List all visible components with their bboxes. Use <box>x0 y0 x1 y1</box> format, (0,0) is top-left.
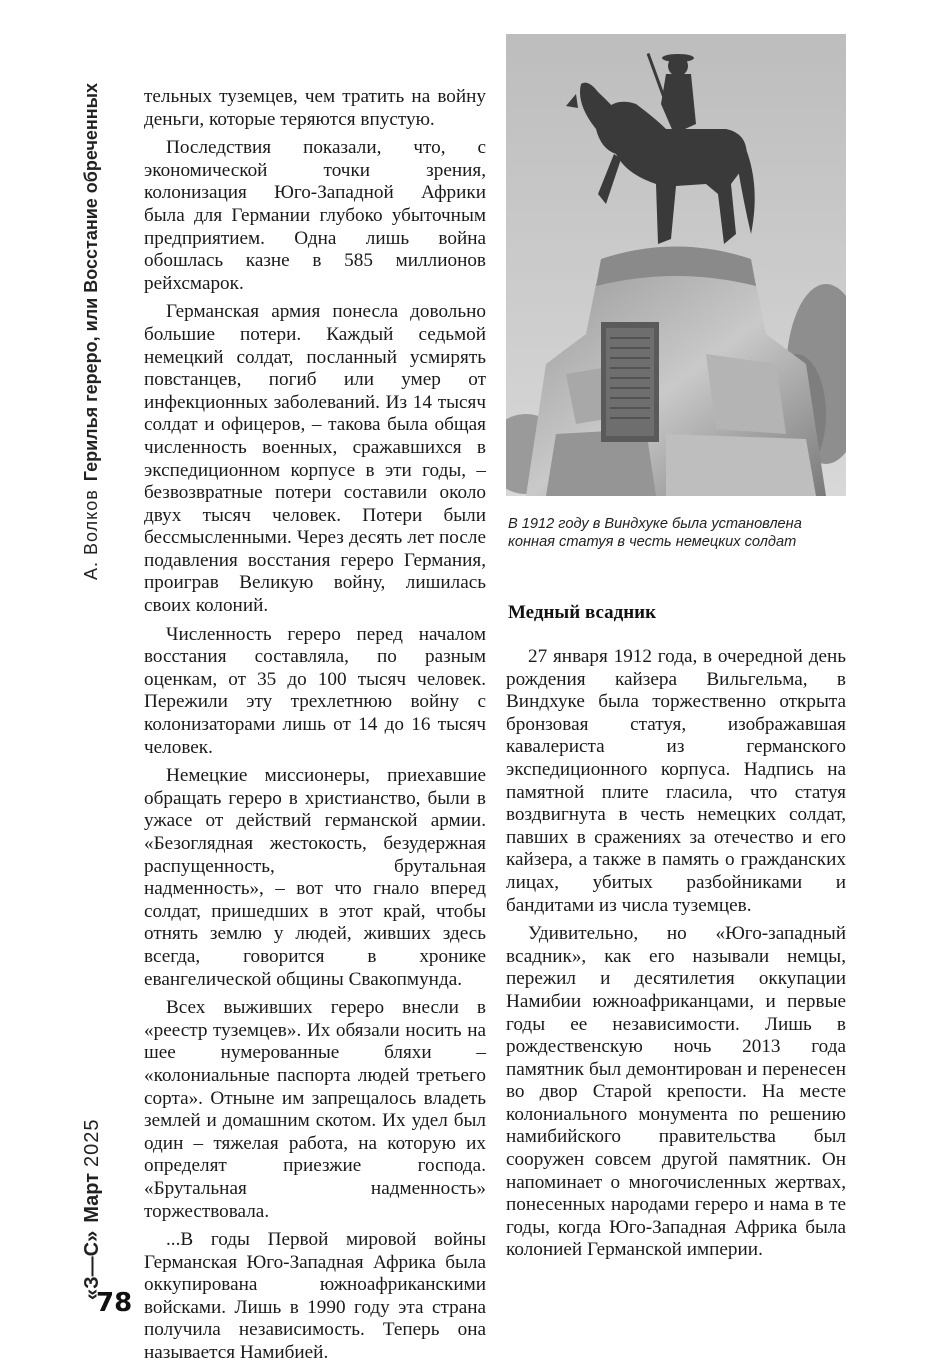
right-paragraph: Удивительно, но «Юго-западный всадник», как его называли немцы, пережил и десятилетия оккупации Намибии южноафриканцами, и первые годы ее независимости. Лишь в рождественскую ночь 2013 года памятник был демонтирован и перенесен во двор Старой крепости. На месте колониального монумента по решению намибийского правительства был сооружен совсем другой памятник. Он напоминает о многочисленных жертвах, понесенных народами гереро и нама в те годы, когда Юго-Западная Африка была колонией Германской империи. <box>506 923 846 1261</box>
statue-illustration <box>506 34 846 496</box>
left-paragraph: Германская армия понесла довольно большие потери. Каждый седьмой немецкий солдат, посланный усмирять повстанцев, погиб или умер от инфекционных заболеваний. Из 14 тысяч солдат и офицеров, – такова была общая численность военных, сражавшихся в экспедиционном корпусе в эти годы, – безвозвратные потери составили около двух тысяч человек. Потери были бессмысленными. Через десять лет после подавления восстания гереро Германия, проиграв Великую войну, лишилась своих колоний. <box>144 301 486 617</box>
page-number: 78 <box>96 1288 133 1318</box>
section-subheading: Медный всадник <box>508 602 657 623</box>
issue-month: Март <box>81 1173 103 1223</box>
left-paragraph: Немецкие миссионеры, приехавшие обращать гереро в христианство, были в ужасе от действий германской армии. «Безоглядная жестокость, безудержная распущенность, брутальная надменность», – вот что гнало вперед солдат, пришедших в этот край, чтобы отнять землю у людей, живших здесь всегда, говорится в хронике евангелической общины Свакопмунда. <box>144 765 486 990</box>
folio-head <box>72 1070 112 1300</box>
running-head-title: Герилья гереро, или Восстание обреченных <box>81 82 101 482</box>
right-paragraph: 27 января 1912 года, в очередной день рождения кайзера Вильгельма, в Виндхуке была торжественно открыта бронзовая статуя, изображавшая кавалериста из германского экспедиционного корпуса. Надпись на памятной плите гласила, что статуя воздвигнута в честь немецких солдат, павших в сражениях за отечество и его кайзера, а также в память о гражданских лицах, убитых разбойниками и бандитами из числа туземцев. <box>506 646 846 916</box>
right-column <box>506 646 846 1262</box>
issue-year: 2025 <box>81 1118 103 1167</box>
running-head <box>70 60 112 580</box>
left-paragraph: Всех выживших гереро внесли в «реестр туземцев». Их обязали носить на шее нумерованные бляхи – «колониальные паспорта людей третьего сорта». Отныне им запрещалось владеть землей и домашним скотом. Их удел был один – тяжелая работа, на которую их определят приезжие господа. «Брутальная надменность» торжествовала. <box>144 997 486 1222</box>
left-paragraph: ...В годы Первой мировой войны Германская Юго-Западная Африка была оккупирована южноафриканскими войсками. Лишь в 1990 году эта страна получила независимость. Теперь она называется Намибией. <box>144 1229 486 1364</box>
running-head-author: А. Волков <box>81 489 101 580</box>
left-paragraph: тельных туземцев, чем тратить на войну деньги, которые теряются впустую. <box>144 86 486 130</box>
left-paragraph: Численность гереро перед началом восстания составляла, по разным оценкам, от 35 до 100 тысяч человек. Пережили эту трехлетнюю войну с колонизаторами лишь от 14 до 16 тысяч человек. <box>144 623 486 758</box>
left-paragraph: Последствия показали, что, с экономической точки зрения, колонизация Юго-Западной Африки была для Германии глубоко убыточным предприятием. Одна лишь война обошлась казне в 585 миллионов рейхсмарок. <box>144 137 486 294</box>
left-column <box>144 86 486 1365</box>
equestrian-statue-photo <box>506 34 846 496</box>
magazine-name: «З—С» <box>81 1230 103 1300</box>
photo-caption: В 1912 году в Виндхуке была установлена конная статуя в честь немецких солдат <box>508 516 802 550</box>
